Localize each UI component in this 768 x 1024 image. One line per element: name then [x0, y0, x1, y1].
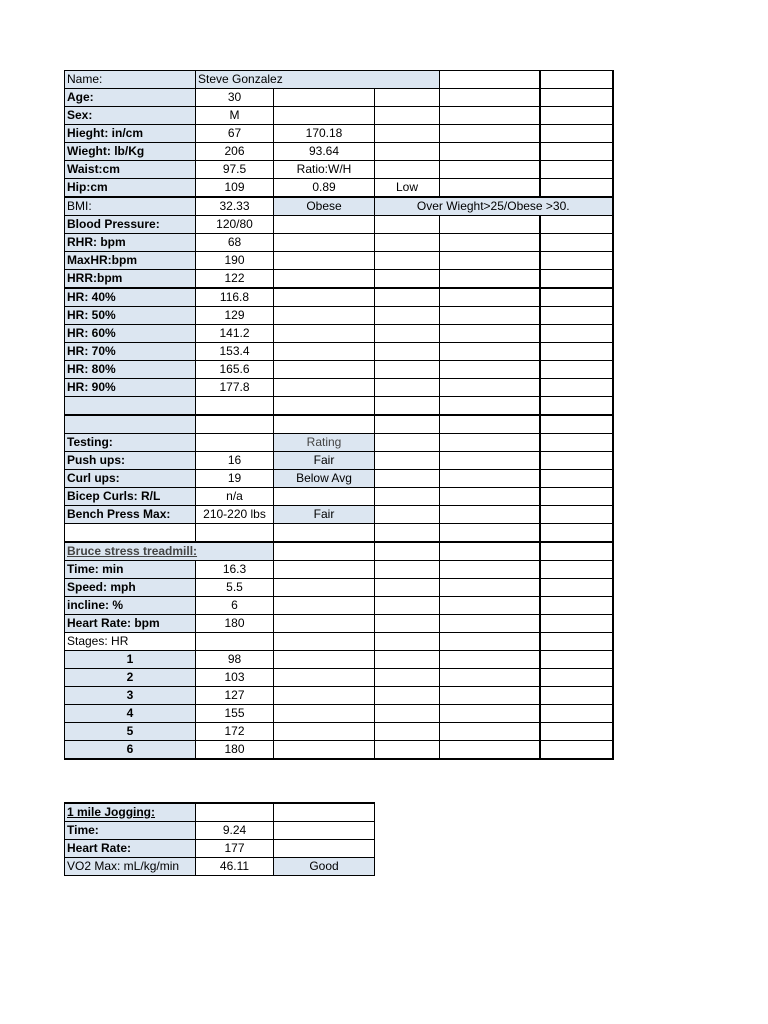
bruce-row-label: Speed: mph — [65, 579, 196, 597]
profile-value-2: 0.89 — [274, 179, 375, 198]
stage-row — [65, 705, 613, 723]
profile-value: 109 — [196, 179, 274, 198]
stage-row — [65, 687, 613, 705]
empty-cell — [274, 651, 375, 669]
jogging-row — [65, 858, 375, 876]
stage-row — [65, 741, 613, 760]
empty-cell — [274, 615, 375, 633]
spacer-row — [65, 415, 613, 434]
profile-value-2: 93.64 — [274, 143, 375, 161]
empty-cell — [375, 470, 440, 488]
empty-cell — [65, 397, 196, 416]
empty-cell — [440, 252, 540, 270]
empty-cell — [440, 524, 540, 543]
testing-row — [65, 470, 613, 488]
empty-cell — [440, 561, 540, 579]
empty-cell — [375, 379, 440, 397]
empty-cell — [375, 506, 440, 524]
empty-cell — [375, 542, 440, 561]
hr-zone-row — [65, 361, 613, 379]
bruce-row-value: 180 — [196, 615, 274, 633]
stages-label-row — [65, 633, 613, 651]
profile-value-3 — [375, 89, 440, 107]
profile-row — [65, 125, 613, 143]
empty-cell — [375, 252, 440, 270]
bmi-label: BMI: — [65, 197, 196, 216]
empty-cell — [440, 415, 540, 434]
bruce-row-value: 5.5 — [196, 579, 274, 597]
empty-cell — [375, 361, 440, 379]
empty-cell — [540, 452, 613, 470]
empty-cell — [440, 597, 540, 615]
jogging-row-label: Heart Rate: — [65, 840, 196, 858]
stage-row — [65, 651, 613, 669]
empty-cell — [375, 488, 440, 506]
empty-cell — [440, 506, 540, 524]
hr-zone-row — [65, 379, 613, 397]
stage-hr: 127 — [196, 687, 274, 705]
bruce-row — [65, 579, 613, 597]
profile-value-3 — [375, 107, 440, 125]
jogging-row-rating — [274, 822, 375, 840]
empty-cell — [274, 252, 375, 270]
empty-cell — [274, 542, 375, 561]
empty-cell — [440, 669, 540, 687]
stages-label: Stages: HR — [65, 633, 196, 651]
empty-cell — [274, 379, 375, 397]
empty-cell — [375, 705, 440, 723]
hr-zone-value: 165.6 — [196, 361, 274, 379]
main-table — [64, 70, 614, 760]
empty-cell — [540, 669, 613, 687]
profile-label: Age: — [65, 89, 196, 107]
jogging-row-rating: Good — [274, 858, 375, 876]
empty-cell — [274, 397, 375, 416]
profile-value-2 — [274, 89, 375, 107]
vitals-label: MaxHR:bpm — [65, 252, 196, 270]
empty-cell — [274, 723, 375, 741]
empty-cell — [440, 687, 540, 705]
empty-cell — [440, 542, 540, 561]
empty-cell — [540, 179, 613, 198]
jogging-section — [64, 802, 375, 876]
vitals-row — [65, 270, 613, 289]
empty-cell — [440, 470, 540, 488]
bmi-value: 32.33 — [196, 197, 274, 216]
empty-cell — [440, 723, 540, 741]
empty-cell — [540, 234, 613, 252]
vitals-row — [65, 234, 613, 252]
hr-zone-label: HR: 80% — [65, 361, 196, 379]
stage-row — [65, 723, 613, 741]
profile-value-3 — [375, 161, 440, 179]
empty-cell — [375, 615, 440, 633]
stage-number: 6 — [65, 741, 196, 760]
empty-cell — [540, 343, 613, 361]
profile-value: M — [196, 107, 274, 125]
empty-cell — [540, 143, 613, 161]
profile-label: Sex: — [65, 107, 196, 125]
name-row — [65, 71, 613, 89]
rating-header: Rating — [274, 434, 375, 452]
empty-cell — [540, 107, 613, 125]
empty-cell — [440, 288, 540, 307]
empty-cell — [440, 234, 540, 252]
profile-label: Waist:cm — [65, 161, 196, 179]
empty-cell — [274, 216, 375, 234]
empty-cell — [274, 579, 375, 597]
empty-cell — [440, 452, 540, 470]
empty-cell — [540, 161, 613, 179]
bruce-title-row — [65, 542, 613, 561]
empty-cell — [274, 361, 375, 379]
empty-cell — [375, 434, 440, 452]
profile-value-3 — [375, 143, 440, 161]
empty-cell — [540, 415, 613, 434]
empty-cell — [540, 506, 613, 524]
empty-cell — [274, 325, 375, 343]
empty-cell — [274, 270, 375, 289]
bruce-row — [65, 597, 613, 615]
empty-cell — [274, 669, 375, 687]
empty-cell — [274, 633, 375, 651]
stage-hr: 180 — [196, 741, 274, 760]
empty-cell — [375, 307, 440, 325]
empty-cell — [196, 415, 274, 434]
bruce-row — [65, 615, 613, 633]
empty-cell — [540, 687, 613, 705]
vitals-value: 190 — [196, 252, 274, 270]
profile-value: 67 — [196, 125, 274, 143]
testing-row-value: 19 — [196, 470, 274, 488]
empty-cell — [274, 705, 375, 723]
profile-value-3: Low — [375, 179, 440, 198]
testing-row-label: Bicep Curls: R/L — [65, 488, 196, 506]
empty-cell — [540, 524, 613, 543]
hr-zone-value: 141.2 — [196, 325, 274, 343]
empty-cell — [440, 179, 540, 198]
bruce-title: Bruce stress treadmill: — [65, 542, 274, 561]
empty-cell — [274, 415, 375, 434]
empty-cell — [65, 524, 196, 543]
profile-row — [65, 161, 613, 179]
bmi-row — [65, 197, 613, 216]
stage-number: 4 — [65, 705, 196, 723]
profile-value: 97.5 — [196, 161, 274, 179]
empty-cell — [540, 270, 613, 289]
vitals-label: RHR: bpm — [65, 234, 196, 252]
empty-cell — [540, 723, 613, 741]
testing-row — [65, 452, 613, 470]
empty-cell — [274, 561, 375, 579]
empty-cell — [375, 561, 440, 579]
hr-zone-row — [65, 307, 613, 325]
jogging-row-value: 9.24 — [196, 822, 274, 840]
testing-row-label: Curl ups: — [65, 470, 196, 488]
bruce-row-value: 6 — [196, 597, 274, 615]
jogging-row-label: Time: — [65, 822, 196, 840]
profile-value: 206 — [196, 143, 274, 161]
empty-cell — [440, 488, 540, 506]
empty-cell — [540, 705, 613, 723]
jogging-row-value: 177 — [196, 840, 274, 858]
profile-label: Wieght: lb/Kg — [65, 143, 196, 161]
empty-cell — [274, 687, 375, 705]
stage-number: 2 — [65, 669, 196, 687]
empty-cell — [375, 343, 440, 361]
empty-cell — [540, 307, 613, 325]
bmi-class: Obese — [274, 197, 375, 216]
profile-row — [65, 107, 613, 125]
bruce-row-label: Time: min — [65, 561, 196, 579]
jogging-row-value: 46.11 — [196, 858, 274, 876]
empty-cell — [274, 741, 375, 760]
empty-cell — [375, 741, 440, 760]
hr-zone-label: HR: 60% — [65, 325, 196, 343]
empty-cell — [375, 651, 440, 669]
testing-row-value: n/a — [196, 488, 274, 506]
hr-zone-label: HR: 70% — [65, 343, 196, 361]
spacer-row — [65, 524, 613, 543]
empty-cell — [440, 107, 540, 125]
empty-cell — [540, 125, 613, 143]
profile-value-3 — [375, 125, 440, 143]
hr-zone-row — [65, 343, 613, 361]
empty-cell — [440, 343, 540, 361]
vitals-value: 122 — [196, 270, 274, 289]
empty-cell — [440, 325, 540, 343]
jogging-row-label: VO2 Max: mL/kg/min — [65, 858, 196, 876]
empty-cell — [440, 89, 540, 107]
vitals-value: 68 — [196, 234, 274, 252]
empty-cell — [375, 452, 440, 470]
testing-row-value: 210-220 lbs — [196, 506, 274, 524]
empty-cell — [440, 125, 540, 143]
hr-zone-value: 129 — [196, 307, 274, 325]
stage-hr: 103 — [196, 669, 274, 687]
empty-cell — [440, 270, 540, 289]
vitals-label: HRR:bpm — [65, 270, 196, 289]
empty-cell — [440, 397, 540, 416]
empty-cell — [274, 234, 375, 252]
empty-cell — [196, 397, 274, 416]
hr-zone-label: HR: 90% — [65, 379, 196, 397]
empty-cell — [375, 216, 440, 234]
profile-row — [65, 89, 613, 107]
spacer-row — [65, 397, 613, 416]
profile-value-2: Ratio:W/H — [274, 161, 375, 179]
empty-cell — [274, 597, 375, 615]
profile-value-2: 170.18 — [274, 125, 375, 143]
empty-cell — [375, 524, 440, 543]
hr-zone-value: 177.8 — [196, 379, 274, 397]
empty-cell — [540, 216, 613, 234]
empty-cell — [274, 288, 375, 307]
hr-zone-label: HR: 40% — [65, 288, 196, 307]
empty-cell — [440, 361, 540, 379]
empty-cell — [196, 524, 274, 543]
empty-cell — [540, 651, 613, 669]
empty-cell — [540, 542, 613, 561]
empty-cell — [440, 705, 540, 723]
empty-cell — [540, 379, 613, 397]
stage-row — [65, 669, 613, 687]
testing-row-rating: Below Avg — [274, 470, 375, 488]
empty-cell — [375, 669, 440, 687]
empty-cell — [440, 741, 540, 760]
empty-cell — [540, 615, 613, 633]
testing-row — [65, 488, 613, 506]
jogging-title: 1 mile Jogging: — [65, 803, 196, 822]
empty-cell — [540, 579, 613, 597]
fitness-assessment-sheet — [64, 70, 614, 760]
jogging-row — [65, 822, 375, 840]
stage-hr: 172 — [196, 723, 274, 741]
empty-cell — [440, 651, 540, 669]
empty-cell — [375, 415, 440, 434]
vitals-row — [65, 216, 613, 234]
testing-row-value: 16 — [196, 452, 274, 470]
hr-zone-value: 116.8 — [196, 288, 274, 307]
empty-cell — [375, 270, 440, 289]
jogging-row-rating — [274, 840, 375, 858]
empty-cell — [440, 216, 540, 234]
empty-cell — [65, 415, 196, 434]
empty-cell — [440, 434, 540, 452]
empty-cell — [440, 615, 540, 633]
empty-cell — [274, 307, 375, 325]
profile-value: 30 — [196, 89, 274, 107]
bruce-row-value: 16.3 — [196, 561, 274, 579]
empty-cell — [274, 343, 375, 361]
empty-cell — [440, 633, 540, 651]
empty-cell — [375, 288, 440, 307]
empty-cell — [440, 161, 540, 179]
testing-row-label: Push ups: — [65, 452, 196, 470]
testing-row — [65, 506, 613, 524]
empty-cell — [375, 579, 440, 597]
empty-cell — [375, 325, 440, 343]
empty-cell — [540, 488, 613, 506]
profile-label: Hip:cm — [65, 179, 196, 198]
vitals-row — [65, 252, 613, 270]
empty-cell — [375, 597, 440, 615]
stage-number: 3 — [65, 687, 196, 705]
empty-cell — [540, 288, 613, 307]
hr-zone-row — [65, 325, 613, 343]
jogging-row — [65, 840, 375, 858]
stage-number: 5 — [65, 723, 196, 741]
name-value: Steve Gonzalez — [196, 71, 440, 89]
name-label: Name: — [65, 71, 196, 89]
empty-cell — [540, 361, 613, 379]
empty-cell — [540, 633, 613, 651]
empty-cell — [540, 325, 613, 343]
empty-cell — [375, 633, 440, 651]
empty-cell — [540, 89, 613, 107]
empty-cell — [440, 143, 540, 161]
empty-cell — [196, 633, 274, 651]
bruce-row — [65, 561, 613, 579]
testing-row-rating: Fair — [274, 452, 375, 470]
empty-cell — [540, 397, 613, 416]
profile-value-2 — [274, 107, 375, 125]
stage-hr: 155 — [196, 705, 274, 723]
empty-cell — [540, 597, 613, 615]
empty-cell — [540, 434, 613, 452]
empty-cell — [375, 397, 440, 416]
jogging-title-row — [65, 803, 375, 822]
empty-cell — [440, 579, 540, 597]
profile-label: Hieght: in/cm — [65, 125, 196, 143]
empty-cell — [196, 434, 274, 452]
empty-cell — [440, 307, 540, 325]
hr-zone-value: 153.4 — [196, 343, 274, 361]
empty-cell — [540, 561, 613, 579]
empty-cell — [440, 379, 540, 397]
empty-cell — [375, 723, 440, 741]
empty-cell — [274, 524, 375, 543]
bruce-row-label: Heart Rate: bpm — [65, 615, 196, 633]
bruce-row-label: incline: % — [65, 597, 196, 615]
testing-row-rating: Fair — [274, 506, 375, 524]
testing-row-label: Bench Press Max: — [65, 506, 196, 524]
empty-cell — [540, 741, 613, 760]
empty-cell — [375, 687, 440, 705]
empty-cell — [540, 252, 613, 270]
stage-hr: 98 — [196, 651, 274, 669]
vitals-label: Blood Pressure: — [65, 216, 196, 234]
testing-row-rating — [274, 488, 375, 506]
jogging-table — [64, 802, 375, 876]
empty-cell — [375, 234, 440, 252]
testing-header-row — [65, 434, 613, 452]
bmi-note: Over Wieght>25/Obese >30. — [375, 197, 613, 216]
vitals-value: 120/80 — [196, 216, 274, 234]
hr-zone-label: HR: 50% — [65, 307, 196, 325]
hr-zone-row — [65, 288, 613, 307]
profile-row — [65, 143, 613, 161]
stage-number: 1 — [65, 651, 196, 669]
profile-row — [65, 179, 613, 198]
empty-cell — [540, 470, 613, 488]
testing-label: Testing: — [65, 434, 196, 452]
